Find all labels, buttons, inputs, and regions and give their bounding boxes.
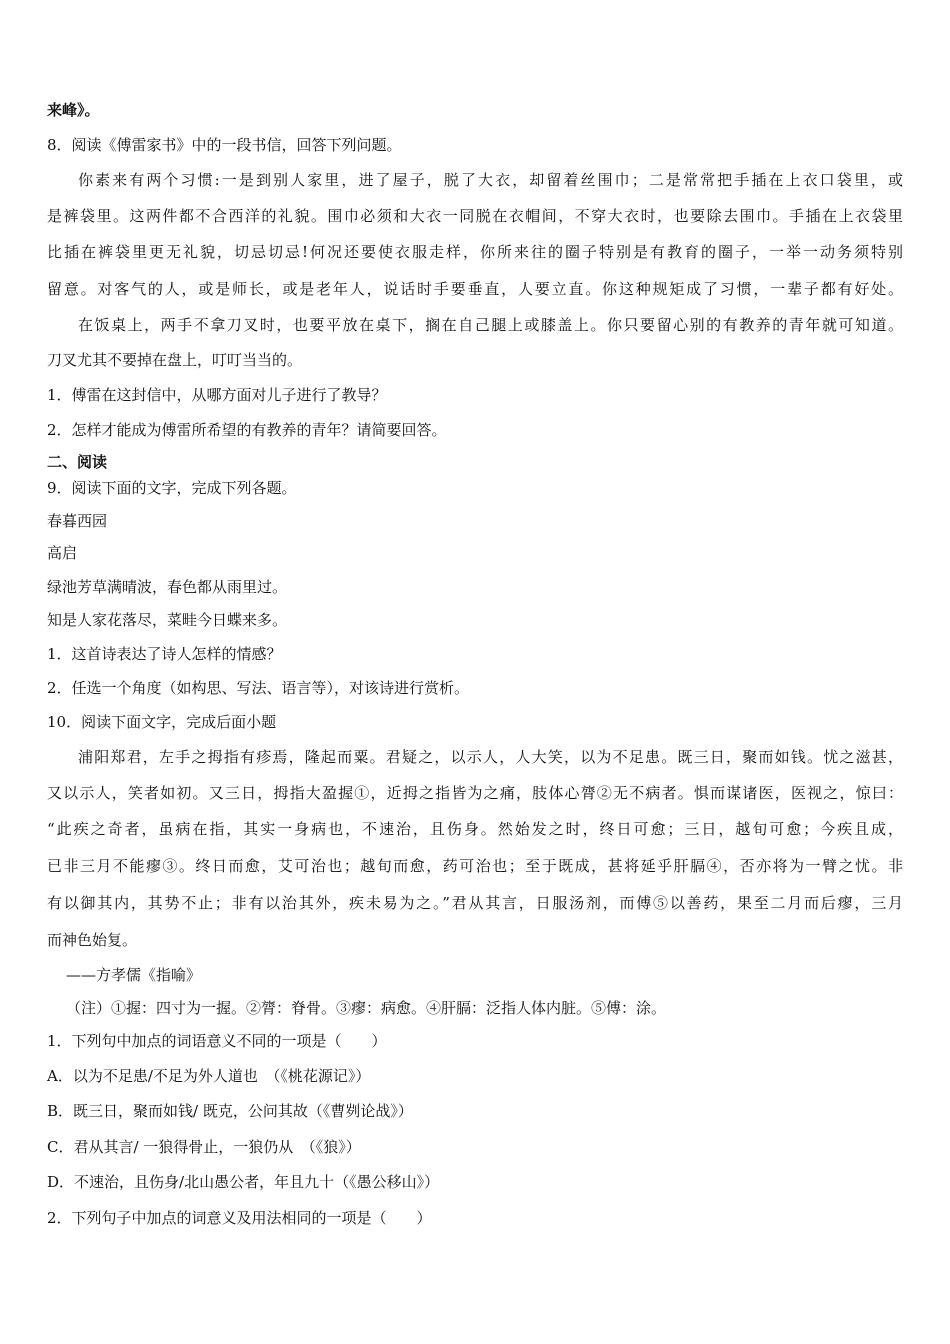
section-heading: 二、阅读: [47, 453, 108, 471]
option-a: A．以为不足患/不足为外人道也 （《桃花源记》）: [47, 1067, 371, 1085]
question-8-2: 2．怎样才能成为傅雷所希望的有教养的青年？请简要回答。: [47, 421, 447, 439]
option-b: B．既三日，聚而如钱/ 既克，公问其故（《曹刿论战》）: [47, 1102, 413, 1120]
passage-line: 浦阳郑君，左手之拇指有疹焉，隆起而粟。君疑之，以示人，人大笑，以为不足患。既三日，聚而如钱。忧之滋甚，: [78, 748, 903, 766]
letter-paragraph-1: 是裤袋里。这两件都不合西洋的礼貌。围巾必须和大衣一同脱在衣帽间，不穿大衣时，也要除去围巾。手插在上衣袋里: [47, 207, 903, 225]
letter-paragraph-1: 比插在裤袋里更无礼貌，切忌切忌!何况还要使衣服走样，你所来往的圈子特别是有教育的圈子，一举一动务须特别: [47, 243, 903, 261]
poem-title: 春暮西园: [47, 512, 108, 530]
letter-paragraph-2: 刀叉尤其不要掉在盘上，叮叮当当的。: [47, 351, 303, 369]
option-c: C．君从其言/ 一狼得骨止，一狼仍从 （《狼》）: [47, 1138, 361, 1156]
passage-line: 已非三月不能瘳③。终日而愈，艾可治也；越旬而愈，药可治也；至于既成，甚将延乎肝膈④，否亦将为一臂之忧。非: [47, 857, 903, 875]
poem-author: 高启: [47, 544, 78, 562]
question-10-1: 1．下列句中加点的词语意义不同的一项是（ ）: [47, 1032, 387, 1050]
question-9: 9．阅读下面的文字，完成下列各题。: [47, 479, 297, 497]
passage-line: 又以示人，笑者如初。又三日，拇指大盈握①，近拇之指皆为之痛，肢体心膂②无不病者。惧而谋诸医，医视之，惊曰：: [47, 784, 903, 802]
question-8-1: 1．傅雷在这封信中，从哪方面对儿子进行了教导？: [47, 386, 387, 404]
passage-source: ——方孝儒《指喻》: [66, 966, 202, 984]
question-9-2: 2．任选一个角度（如构思、写法、语言等），对该诗进行赏析。: [47, 679, 470, 697]
passage-line: “此疾之奇者，虽病在指，其实一身病也，不速治，且伤身。然始发之时，终日可愈；三日，越旬可愈；今疾且成，: [47, 820, 903, 838]
letter-paragraph-1: 留意。对客气的人，或是师长，或是老年人，说话时手要垂直，人要立直。你这种规矩成了习惯，一辈子都有好处。: [47, 280, 903, 298]
poem-line: 知是人家花落尽，菜畦今日蝶来多。: [47, 611, 288, 629]
heading-fragment: 来峰》。: [47, 101, 100, 119]
poem-line: 绿池芳草满晴波，春色都从雨里过。: [47, 578, 288, 596]
passage-line: 而神色始复。: [47, 931, 138, 949]
question-10-2: 2．下列句子中加点的词意义及用法相同的一项是（ ）: [47, 1209, 432, 1227]
question-8: 8．阅读《傅雷家书》中的一段书信，回答下列问题。: [47, 136, 402, 154]
question-10: 10．阅读下面文字，完成后面小题: [47, 713, 277, 731]
question-9-1: 1．这首诗表达了诗人怎样的情感？: [47, 645, 282, 663]
passage-notes: （注）①握：四寸为一握。②膂：脊骨。③瘳：病愈。④肝膈：泛指人体内脏。⑤傅：涂。: [66, 999, 667, 1017]
option-d: D．不速治，且伤身/北山愚公者，年且九十（《愚公移山》）: [47, 1173, 440, 1191]
letter-paragraph-1: 你素来有两个习惯:一是到别人家里，进了屋子，脱了大衣，却留着丝围巾；二是常常把手插在上衣口袋里，或: [78, 171, 903, 189]
passage-line: 有以御其内，其势不止；非有以治其外，疾未易为之。”君从其言，日服汤剂，而傅⑤以善药，果至二月而后瘳，三月: [47, 894, 903, 912]
letter-paragraph-2: 在饭桌上，两手不拿刀叉时，也要平放在桌下，搁在自己腿上或膝盖上。你只要留心别的有教养的青年就可知道。: [78, 316, 903, 334]
